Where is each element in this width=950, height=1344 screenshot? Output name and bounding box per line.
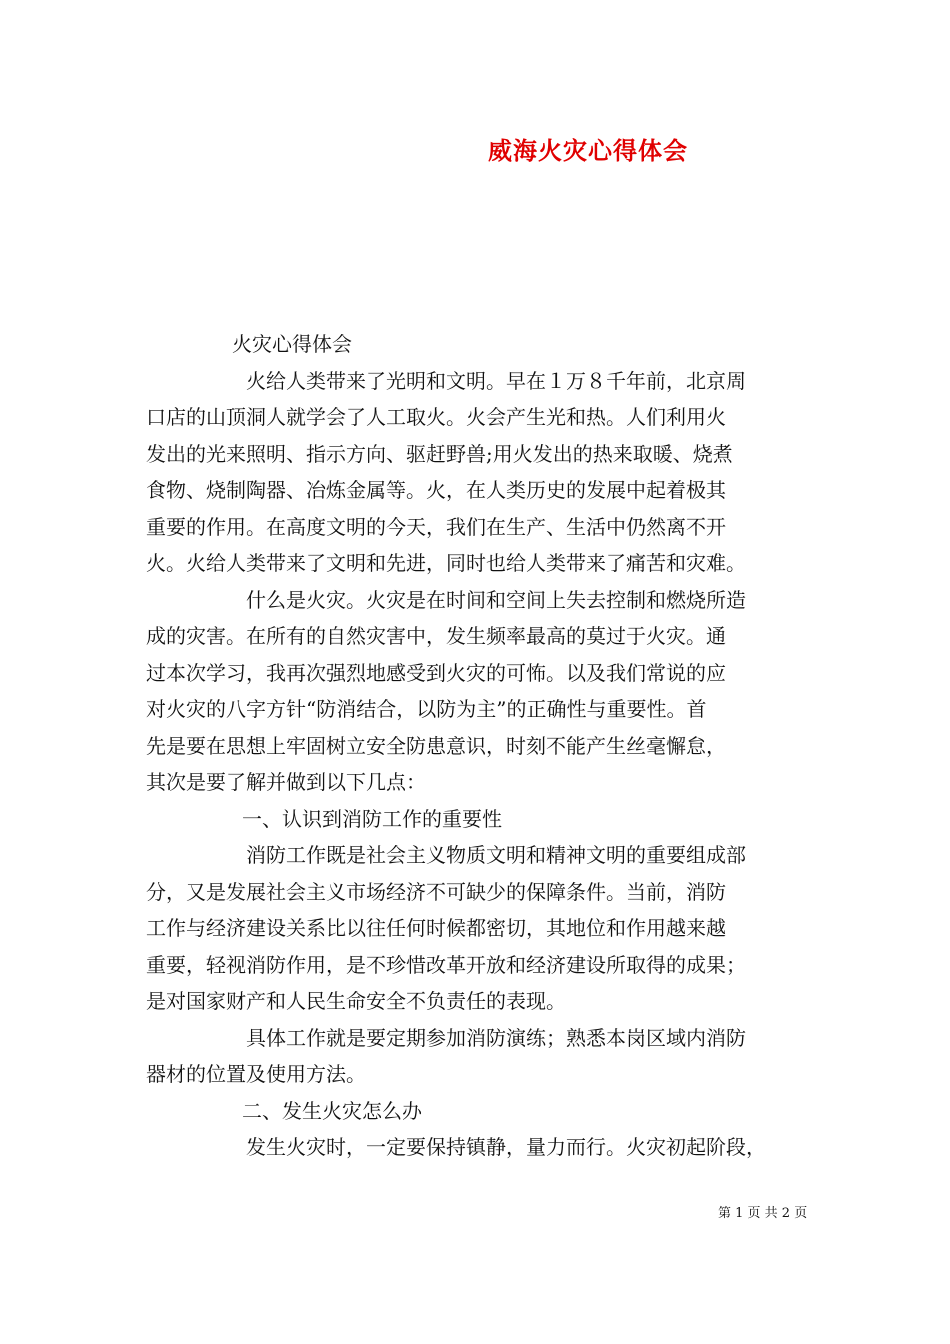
text-line: 成的灾害。在所有的自然灾害中，发生频率最高的莫过于火灾。通: [146, 624, 726, 648]
text-line: 发出的光来照明、指示方向、驱赶野兽;用火发出的热来取暖、烧煮: [146, 441, 733, 466]
text-line: 是对国家财产和人民生命安全不负责任的表现。: [146, 989, 566, 1013]
text-line: 发生火灾时，一定要保持镇静，量力而行。火灾初起阶段，: [246, 1135, 766, 1159]
text-line: 重要，轻视消防作用，是不珍惜改革开放和经济建设所取得的成果；: [146, 952, 746, 977]
text-line: 过本次学习，我再次强烈地感受到火灾的可怖。以及我们常说的应: [146, 660, 726, 685]
text-line: 工作与经济建设关系比以往任何时候都密切，其地位和作用越来越: [146, 916, 726, 940]
text-line: 火给人类带来了光明和文明。早在１万８千年前，北京周: [246, 368, 746, 393]
text-line: 先是要在思想上牢固树立安全防患意识，时刻不能产生丝毫懈怠，: [146, 733, 726, 758]
text-line: 具体工作就是要定期参加消防演练；熟悉本岗区域内消防: [246, 1025, 746, 1050]
text-line: 对火灾的八字方针“防消结合，以防为主”的正确性与重要性。首: [146, 697, 707, 721]
page-title: 威海火灾心得体会: [488, 136, 688, 165]
text-line: 口店的山顶洞人就学会了人工取火。火会产生光和热。人们利用火: [146, 405, 726, 429]
text-line: 食物、烧制陶器、冶炼金属等。火，在人类历史的发展中起着极其: [146, 478, 726, 502]
text-line: 消防工作既是社会主义物质文明和精神文明的重要组成部: [246, 843, 746, 867]
text-line: 火灾心得体会: [232, 332, 352, 356]
section-heading: 一、认识到消防工作的重要性: [242, 806, 502, 831]
section-heading: 二、发生火灾怎么办: [242, 1098, 422, 1123]
document-body: [146, 326, 818, 1166]
page-footer: 第 1 页 共 2 页: [718, 1206, 808, 1221]
text-line: 重要的作用。在高度文明的今天，我们在生产、生活中仍然离不开: [146, 514, 726, 539]
text-line: 器材的位置及使用方法。: [146, 1062, 366, 1086]
text-line: 分，又是发展社会主义市场经济不可缺少的保障条件。当前，消防: [146, 879, 726, 904]
text-line: 火。火给人类带来了文明和先进，同时也给人类带来了痛苦和灾难。: [146, 551, 746, 575]
text-line: 什么是火灾。火灾是在时间和空间上失去控制和燃烧所造: [246, 587, 746, 612]
text-line: 其次是要了解并做到以下几点：: [146, 770, 426, 794]
